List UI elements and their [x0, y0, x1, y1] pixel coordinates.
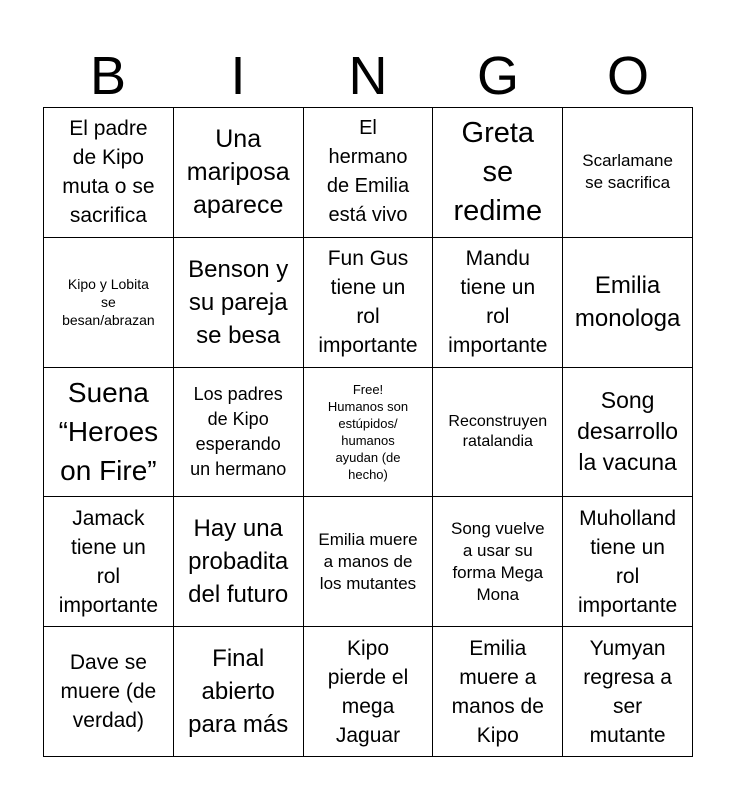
- cell-text: Final abierto para más: [188, 645, 289, 739]
- header-letter-n: N: [348, 46, 388, 106]
- header-letter-i: I: [230, 46, 246, 106]
- bingo-cell[interactable]: [563, 238, 693, 368]
- bingo-cell[interactable]: [433, 627, 563, 757]
- bingo-cell[interactable]: [44, 497, 174, 627]
- bingo-cell[interactable]: [563, 497, 693, 627]
- bingo-header: [43, 44, 693, 108]
- cell-text: Fun Gus tiene un rol importante: [318, 247, 418, 358]
- bingo-cell[interactable]: [174, 627, 304, 757]
- header-letter-g: G: [476, 46, 519, 106]
- bingo-card: [43, 107, 693, 757]
- bingo-cell[interactable]: [304, 497, 434, 627]
- bingo-cell[interactable]: [174, 108, 304, 238]
- cell-text: Los padres de Kipo esperando un hermano: [190, 383, 287, 479]
- free-space-cell[interactable]: [304, 368, 434, 498]
- cell-text: Scarlamane se sacrifica: [582, 151, 673, 193]
- cell-text: Emilia muere a manos de los mutantes: [318, 529, 418, 593]
- bingo-cell[interactable]: [44, 238, 174, 368]
- cell-text: El padre de Kipo muta o se sacrifica: [62, 117, 155, 228]
- cell-text: Kipo y Lobita se besan/abrazan: [62, 276, 155, 329]
- cell-text: Dave se muere (de verdad): [60, 651, 157, 733]
- bingo-cell[interactable]: [433, 497, 563, 627]
- bingo-cell[interactable]: [44, 627, 174, 757]
- cell-text: Greta se redime: [453, 116, 543, 227]
- cell-text: Emilia monologa: [574, 272, 681, 333]
- cell-text: Kipo pierde el mega Jaguar: [327, 636, 409, 747]
- bingo-cell[interactable]: [174, 497, 304, 627]
- bingo-cell[interactable]: [44, 368, 174, 498]
- bingo-cell[interactable]: [174, 368, 304, 498]
- bingo-cell[interactable]: [563, 627, 693, 757]
- bingo-cell[interactable]: [563, 108, 693, 238]
- bingo-cell[interactable]: [174, 238, 304, 368]
- bingo-cell[interactable]: [304, 108, 434, 238]
- cell-text: Muholland tiene un rol importante: [577, 506, 678, 617]
- cell-text: Reconstruyen ratalandia: [448, 412, 548, 450]
- cell-text: Suena “Heroes on Fire”: [58, 377, 159, 487]
- cell-text: Song desarrollo la vacuna: [577, 387, 679, 476]
- bingo-cell[interactable]: [433, 368, 563, 498]
- header-letter-b: B: [89, 46, 127, 106]
- bingo-cell[interactable]: [44, 108, 174, 238]
- cell-text: Una mariposa aparece: [186, 124, 290, 219]
- header-letter-o: O: [606, 46, 649, 106]
- bingo-cell[interactable]: [433, 108, 563, 238]
- bingo-cell[interactable]: [563, 368, 693, 498]
- cell-text: Yumyan regresa a ser mutante: [583, 636, 672, 747]
- cell-text: El hermano de Emilia está vivo: [326, 117, 410, 227]
- cell-text: Benson y su pareja se besa: [188, 255, 289, 349]
- bingo-cell[interactable]: [304, 238, 434, 368]
- cell-text: Mandu tiene un rol importante: [448, 247, 548, 358]
- cell-text: Jamack tiene un rol importante: [58, 506, 158, 617]
- cell-text: Emilia muere a manos de Kipo: [451, 636, 544, 747]
- bingo-cell[interactable]: [433, 238, 563, 368]
- cell-text: Hay una probadita del futuro: [188, 515, 289, 609]
- bingo-cell[interactable]: [304, 627, 434, 757]
- free-space-text: Free! Humanos son estúpidos/ humanos ayudan (de hecho): [327, 381, 409, 482]
- cell-text: Song vuelve a usar su forma Mega Mona: [451, 518, 545, 604]
